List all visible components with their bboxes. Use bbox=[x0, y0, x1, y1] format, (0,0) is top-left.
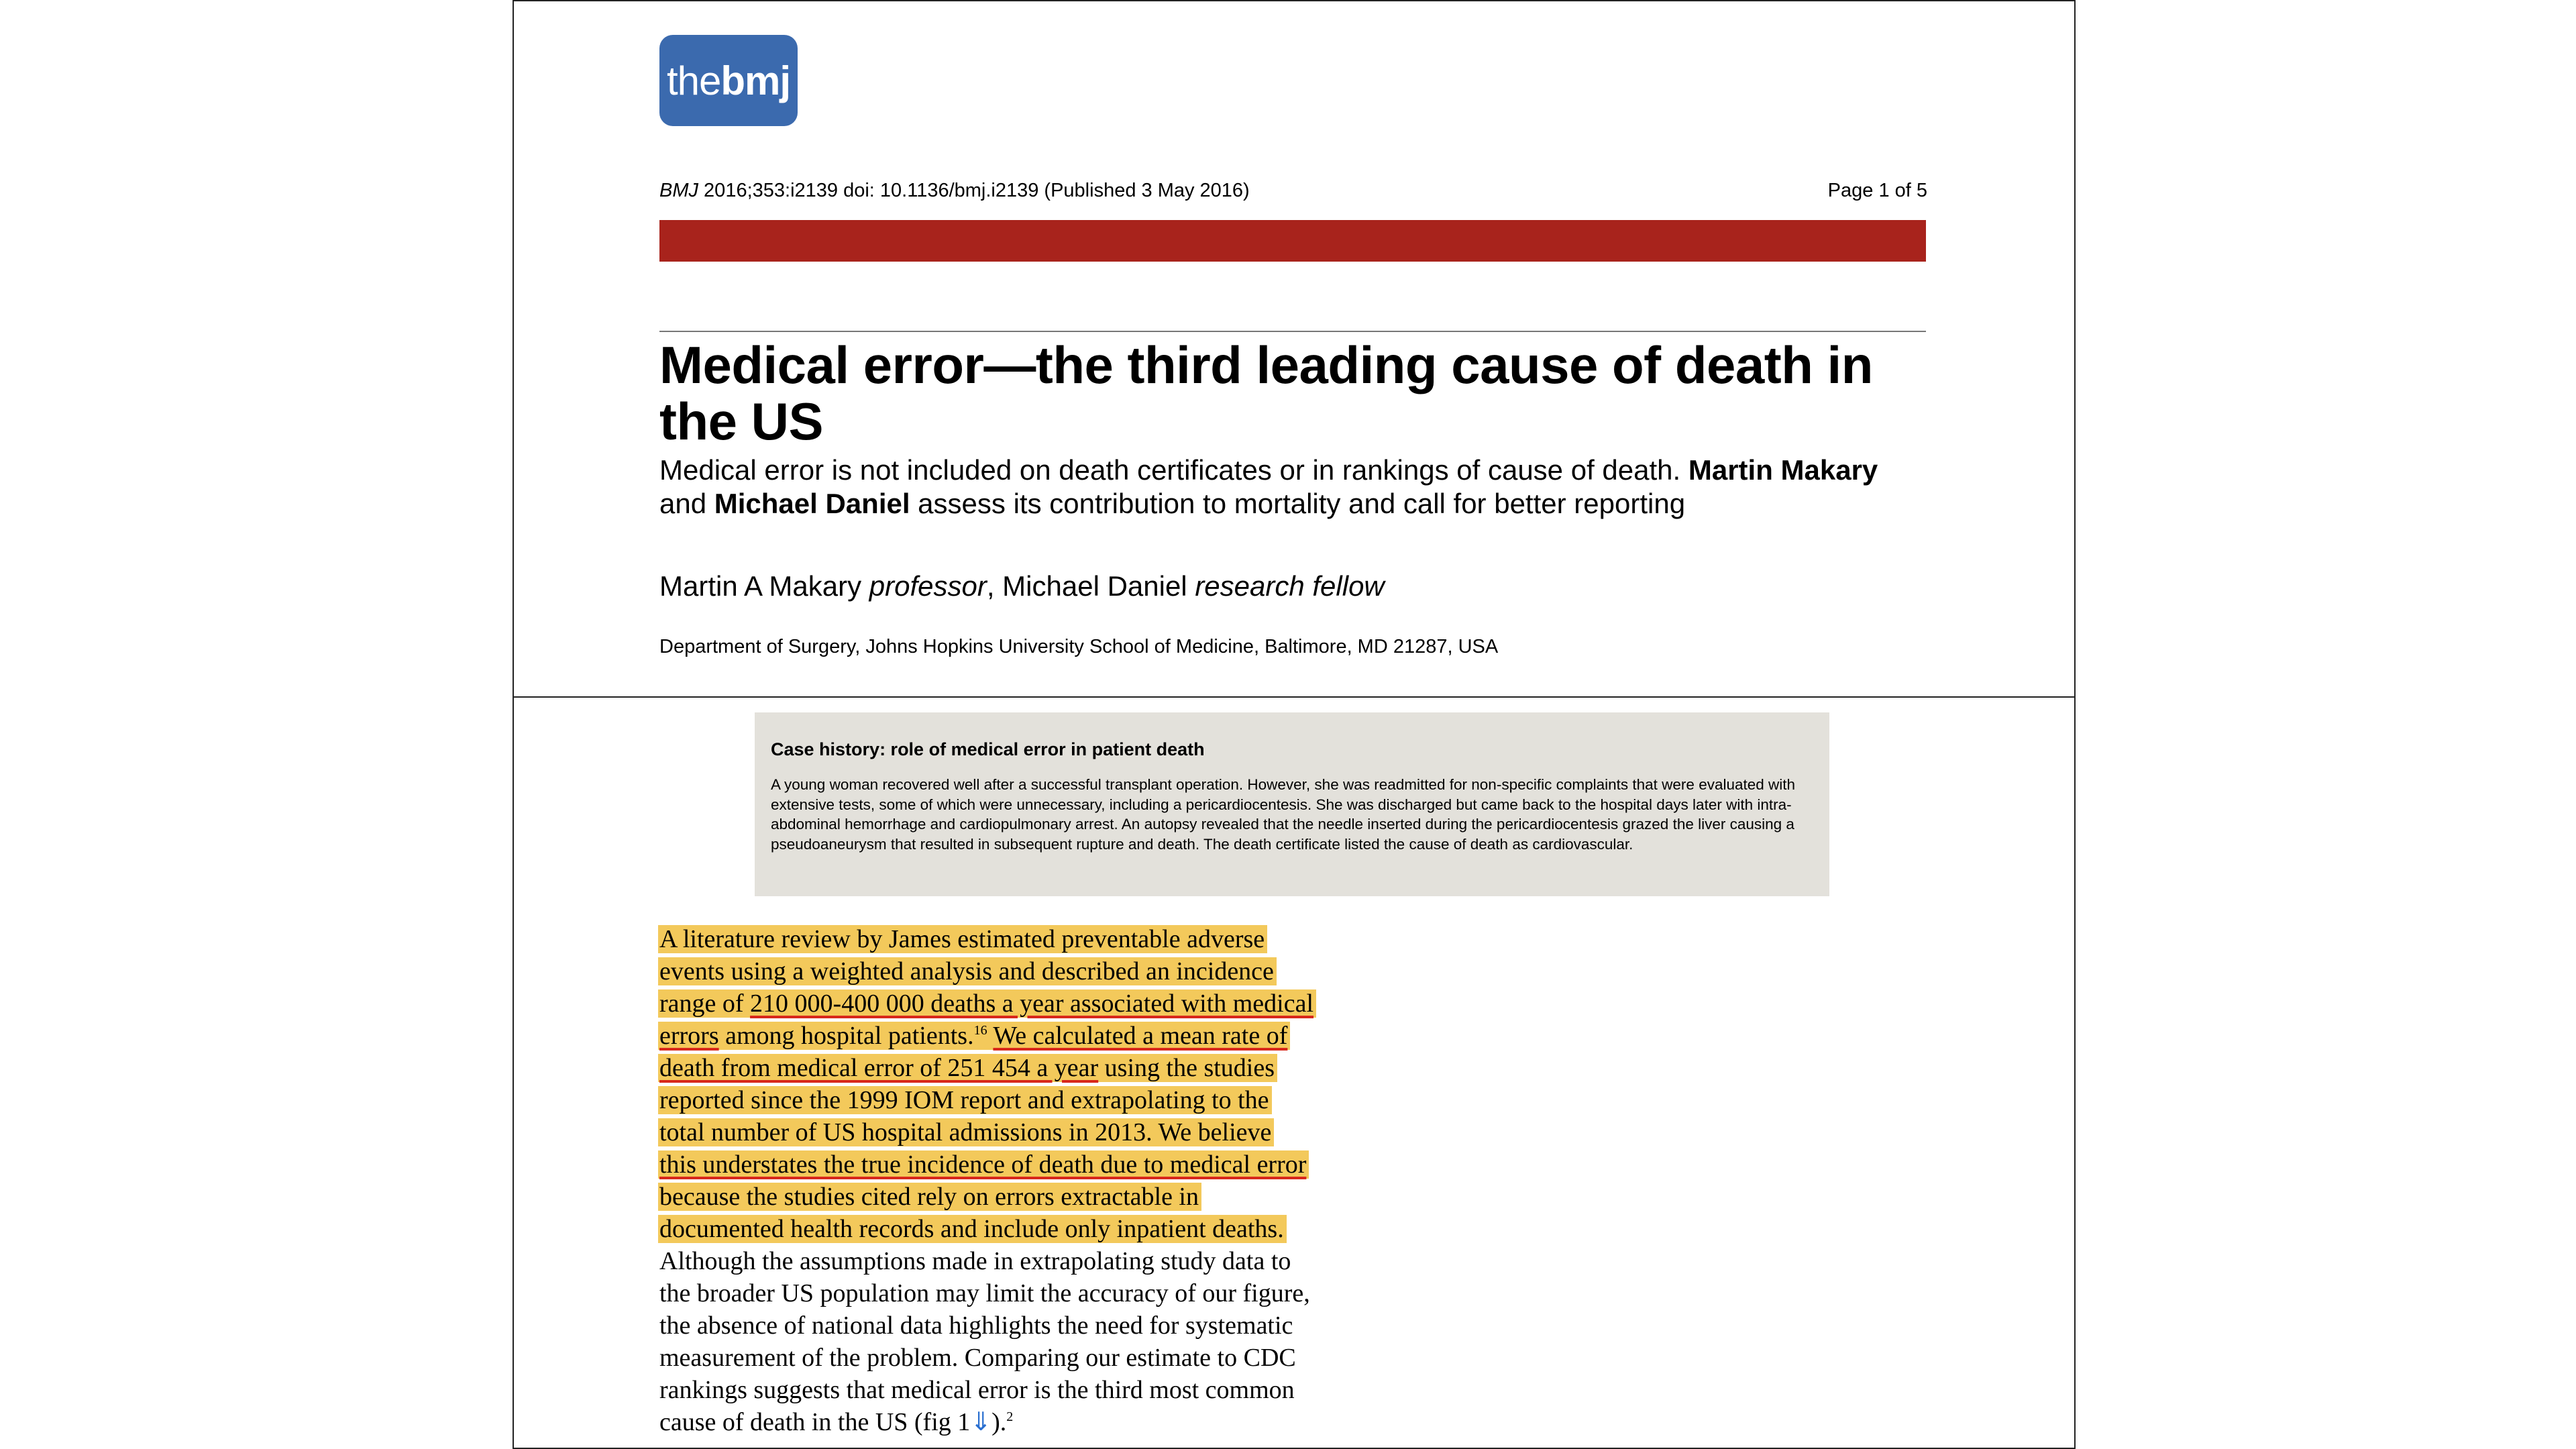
standfirst-text-1: Medical error is not included on death certificates or in rankings of cause of death. bbox=[659, 454, 1688, 486]
body-line: rankings suggests that medical error is the third most common bbox=[659, 1376, 1295, 1404]
highlighted-text bbox=[658, 1150, 1309, 1179]
case-history-title: Case history: role of medical error in patient death bbox=[771, 739, 1205, 759]
body-line: the absence of national data highlights the need for systematic bbox=[659, 1311, 1293, 1340]
standfirst-author-2: Michael Daniel bbox=[714, 488, 910, 519]
logo-bmj-text: bmj bbox=[720, 58, 791, 103]
highlighted-text bbox=[658, 1022, 1290, 1050]
figure-link-arrow[interactable]: ⇓ bbox=[970, 1408, 992, 1436]
highlighted-text: A literature review by James estimated preventable adverse bbox=[658, 925, 1267, 953]
underlined-text: 210 000-400 000 deaths a year associated with medical bbox=[750, 989, 1314, 1018]
body-text-segment: among hospital patients. bbox=[718, 1022, 974, 1050]
body-text-segment: cause of death in the US (fig 1 bbox=[659, 1408, 971, 1436]
author-2-role: research fellow bbox=[1195, 570, 1385, 602]
body-line: the broader US population may limit the accuracy of our figure, bbox=[659, 1279, 1310, 1307]
body-text-segment: using the studies bbox=[1098, 1054, 1275, 1082]
underlined-text: death from medical error of 251 454 a year bbox=[659, 1054, 1099, 1082]
body-line bbox=[659, 1213, 1344, 1245]
body-line bbox=[659, 955, 1344, 987]
section-divider bbox=[513, 696, 2076, 698]
body-line: Although the assumptions made in extrapolating study data to bbox=[659, 1247, 1291, 1275]
article-title: Medical error—the third leading cause of death in the US bbox=[659, 335, 1873, 451]
underlined-text: errors bbox=[659, 1022, 719, 1050]
body-line bbox=[659, 1181, 1344, 1213]
article-standfirst bbox=[659, 453, 1931, 521]
author-affiliation: Department of Surgery, Johns Hopkins University School of Medicine, Baltimore, MD 21287, USA bbox=[659, 636, 1499, 657]
case-history-box bbox=[755, 712, 1829, 896]
reference-superscript: 16 bbox=[973, 1023, 987, 1038]
highlighted-text bbox=[658, 989, 1316, 1018]
body-line bbox=[659, 923, 1344, 955]
highlighted-text: events using a weighted analysis and described an incidence bbox=[658, 957, 1277, 985]
body-line bbox=[659, 1406, 1344, 1438]
body-line bbox=[659, 1084, 1344, 1116]
standfirst-text-3: assess its contribution to mortality and call for better reporting bbox=[910, 488, 1686, 519]
author-separator: , Michael Daniel bbox=[986, 570, 1195, 602]
body-text-segment: range of bbox=[659, 989, 751, 1018]
bmj-logo bbox=[659, 35, 798, 126]
highlighted-text: documented health records and include only inpatient deaths. bbox=[658, 1215, 1287, 1243]
body-line: measurement of the problem. Comparing our estimate to CDC bbox=[659, 1344, 1296, 1372]
title-rule bbox=[659, 331, 1926, 332]
body-line bbox=[659, 1116, 1344, 1148]
page-number: Page 1 of 5 bbox=[1827, 180, 1927, 201]
underlined-text: this understates the true incidence of death due to medical error bbox=[659, 1150, 1307, 1179]
standfirst-author-1: Martin Makary bbox=[1688, 454, 1878, 486]
citation-details: 2016;353:i2139 doi: 10.1136/bmj.i2139 (Published 3 May 2016) bbox=[698, 180, 1250, 201]
body-text-segment: ). bbox=[991, 1408, 1007, 1436]
logo-the-text: the bbox=[666, 58, 721, 103]
body-line bbox=[659, 1148, 1344, 1181]
highlighted-text: because the studies cited rely on errors extractable in bbox=[658, 1183, 1201, 1211]
highlighted-text: reported since the 1999 IOM report and extrapolating to the bbox=[658, 1086, 1272, 1114]
case-history-text: A young woman recovered well after a successful transplant operation. However, she was readmitted for non-specific complaints that were evaluated with extensive tests, some of which were unnecessary, including a pericardiocentesis. She was discharged but came back to the hospital days later with intra-abdominal hemorrhage and cardiopulmonary arrest. An autopsy revealed that the needle inserted during the pericardiocentesis grazed the liver causing a pseudoaneurysm that resulted in subsequent rupture and death. The death certificate listed the cause of death as cardiovascular. bbox=[771, 776, 1796, 853]
highlighted-text: total number of US hospital admissions in 2013. We believe bbox=[658, 1118, 1274, 1146]
author-line bbox=[659, 570, 1385, 602]
citation-journal: BMJ bbox=[659, 180, 698, 201]
citation-line bbox=[659, 180, 1250, 202]
underlined-text: We calculated a mean rate of bbox=[993, 1022, 1288, 1050]
author-1-role: professor bbox=[869, 570, 987, 602]
highlighted-text bbox=[658, 1054, 1277, 1082]
author-1-name: Martin A Makary bbox=[659, 570, 869, 602]
body-line bbox=[659, 1020, 1344, 1052]
reference-superscript: 2 bbox=[1006, 1409, 1014, 1424]
header-red-bar bbox=[659, 220, 1926, 262]
body-line bbox=[659, 987, 1344, 1020]
body-paragraph bbox=[659, 923, 1344, 1438]
standfirst-text-2: and bbox=[659, 488, 714, 519]
body-line bbox=[659, 1052, 1344, 1084]
